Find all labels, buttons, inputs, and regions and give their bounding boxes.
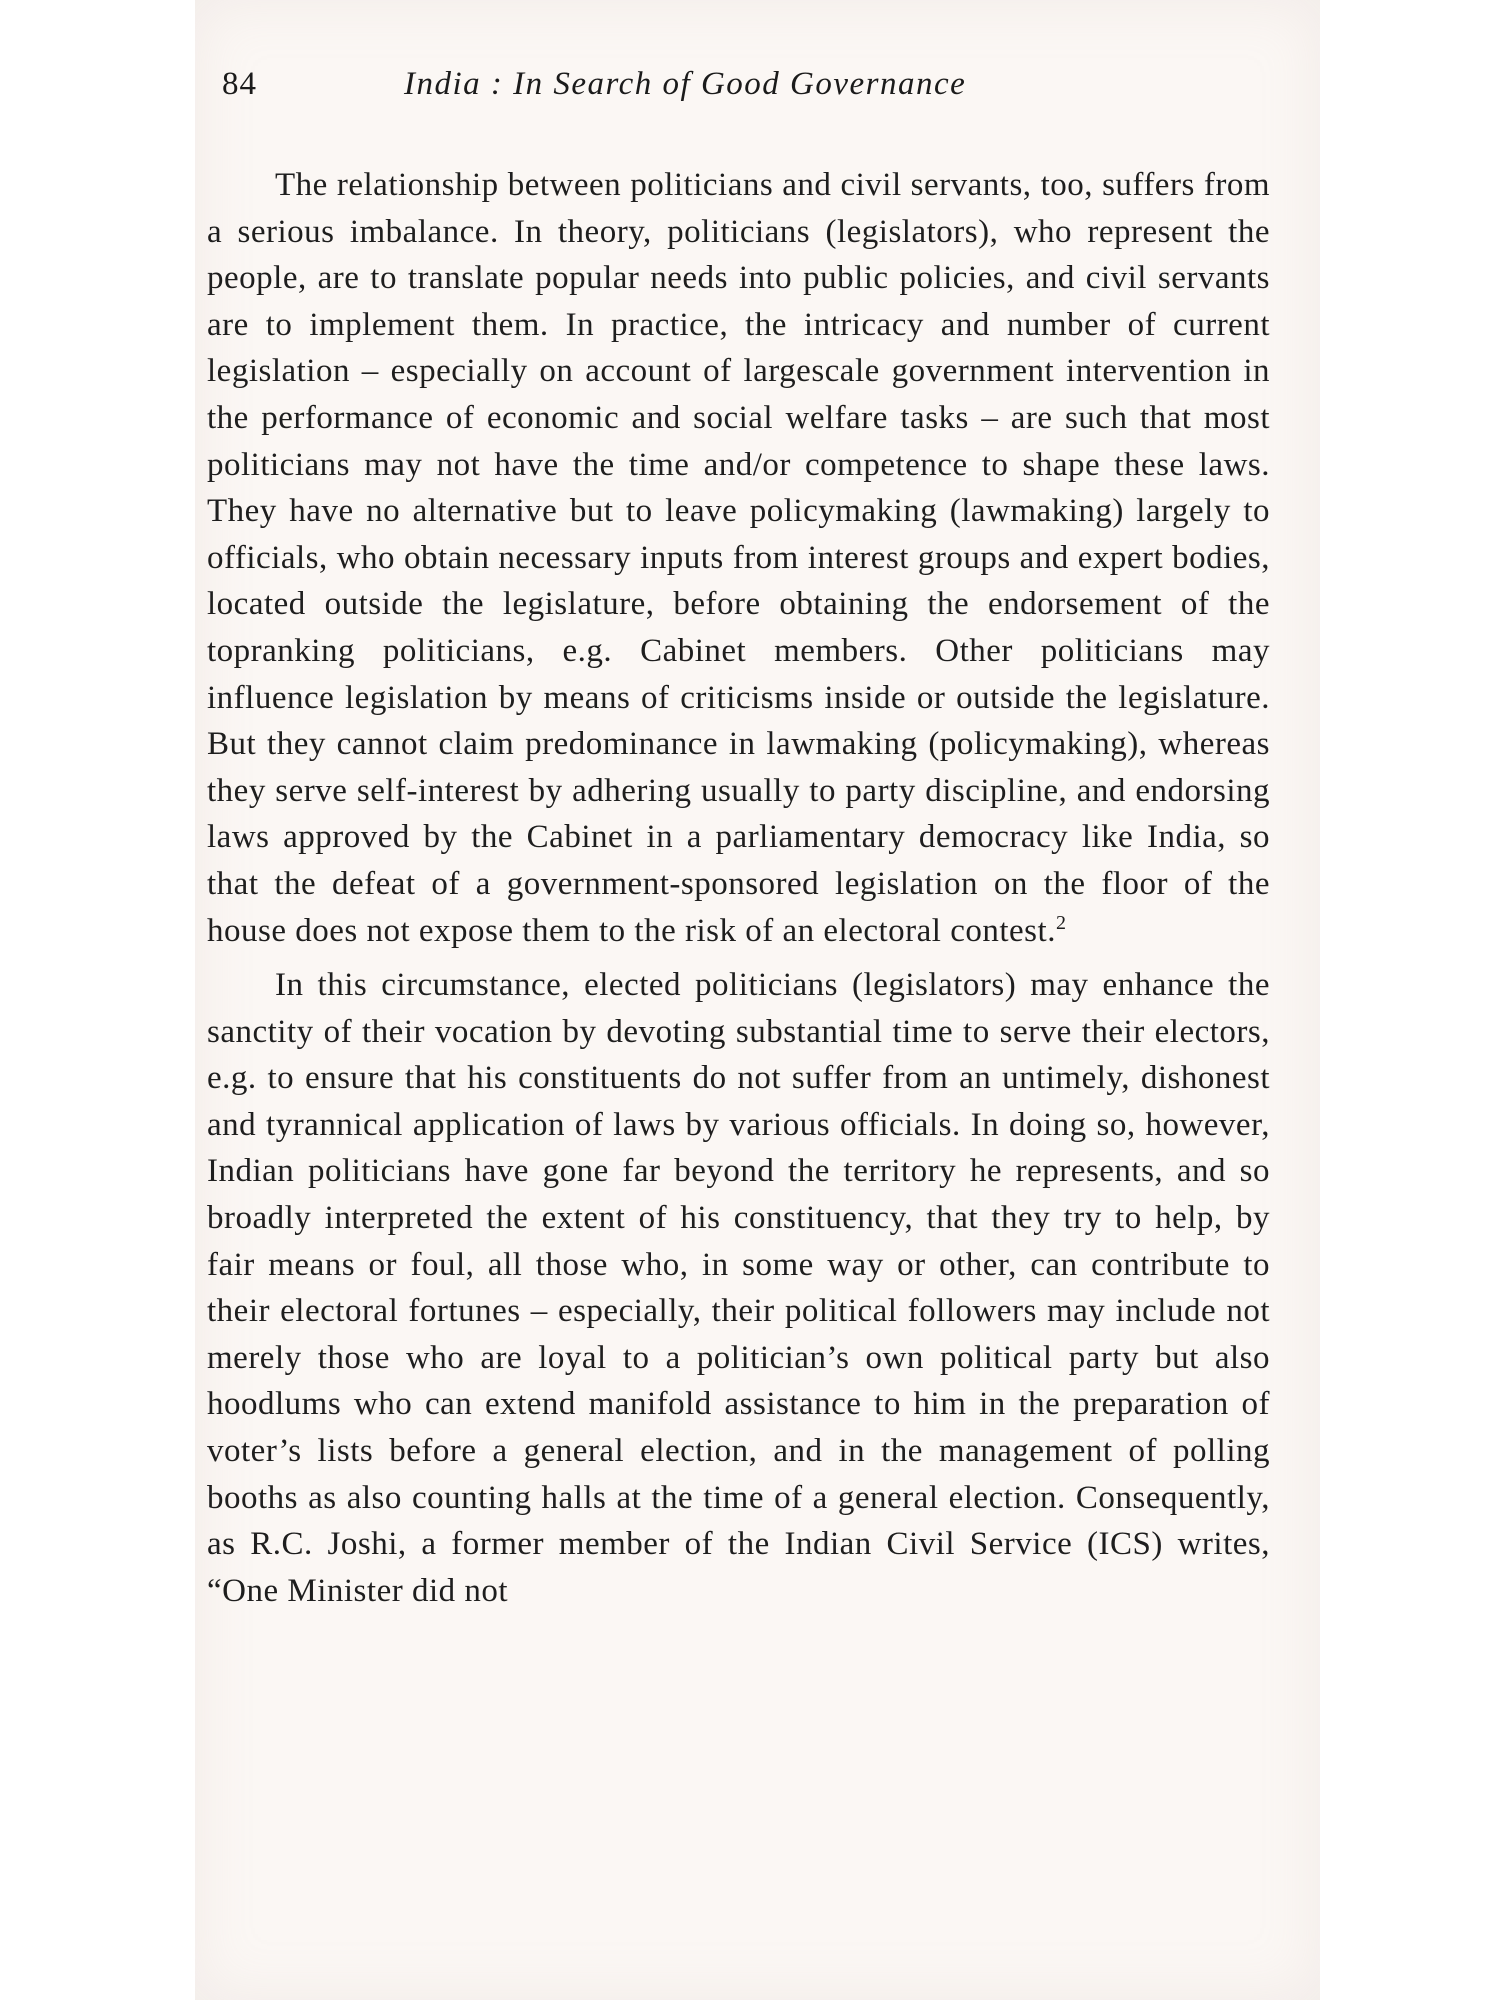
paragraph-2-text: In this circumstance, elected politicians (legislators) may enhance the sanctity of their vocation by devoting substantial time to serve their electors, e.g. to ensure that his constituents do not suffer from an untimely, dishonest and tyrannical application of laws by various officials. In doing so, however, Indian politicians have gone far beyond the territory he represents, and so broadly interpreted the extent of his constituency, that they try to help, by fair means or foul, all those who, in some way or other, can contribute to their electoral fortunes – especially, their political followers may include not merely those who are loyal to a politician’s own political party but also hoodlums who can extend manifold assistance to him in the preparation of voter’s lists before a general election, and in the management of polling booths as also counting halls at the time of a general election. Consequently, as R.C. Joshi, a former member of the Indian Civil Service (ICS) writes, “One Minister did not — [207, 967, 1270, 1609]
page-header — [222, 62, 1102, 106]
footnote-marker: 2 — [1055, 911, 1067, 934]
body-text — [207, 162, 1270, 1614]
paragraph-2 — [207, 962, 1270, 1614]
paragraph-1-text: The relationship between politicians and civil servants, too, suffers from a serious imbalance. In theory, politicians (legislators), who represent the people, are to translate popular needs into public policies, and civil servants are to implement them. In practice, the intricacy and number of current legislation – especially on account of largescale government intervention in the performance of economic and social welfare tasks – are such that most politicians may not have the time and/or competence to shape these laws. They have no alternative but to leave policymaking (lawmaking) largely to officials, who obtain necessary inputs from interest groups and expert bodies, located outside the legislature, before obtaining the endorsement of the topranking politicians, e.g. Cabinet members. Other politicians may influence legislation by means of criticisms inside or outside the legislature. But they cannot claim predominance in lawmaking (policymaking), whereas they serve self-interest by adhering usually to party discipline, and endorsing laws approved by the Cabinet in a parliamentary democracy like India, so that the defeat of a government-sponsored legislation on the floor of the house does not expose them to the risk of an electoral contest. — [207, 167, 1270, 949]
paragraph-1 — [207, 162, 1270, 954]
running-title: India : In Search of Good Governance — [404, 66, 967, 102]
page-number: 84 — [222, 66, 257, 102]
book-page — [195, 0, 1320, 2000]
